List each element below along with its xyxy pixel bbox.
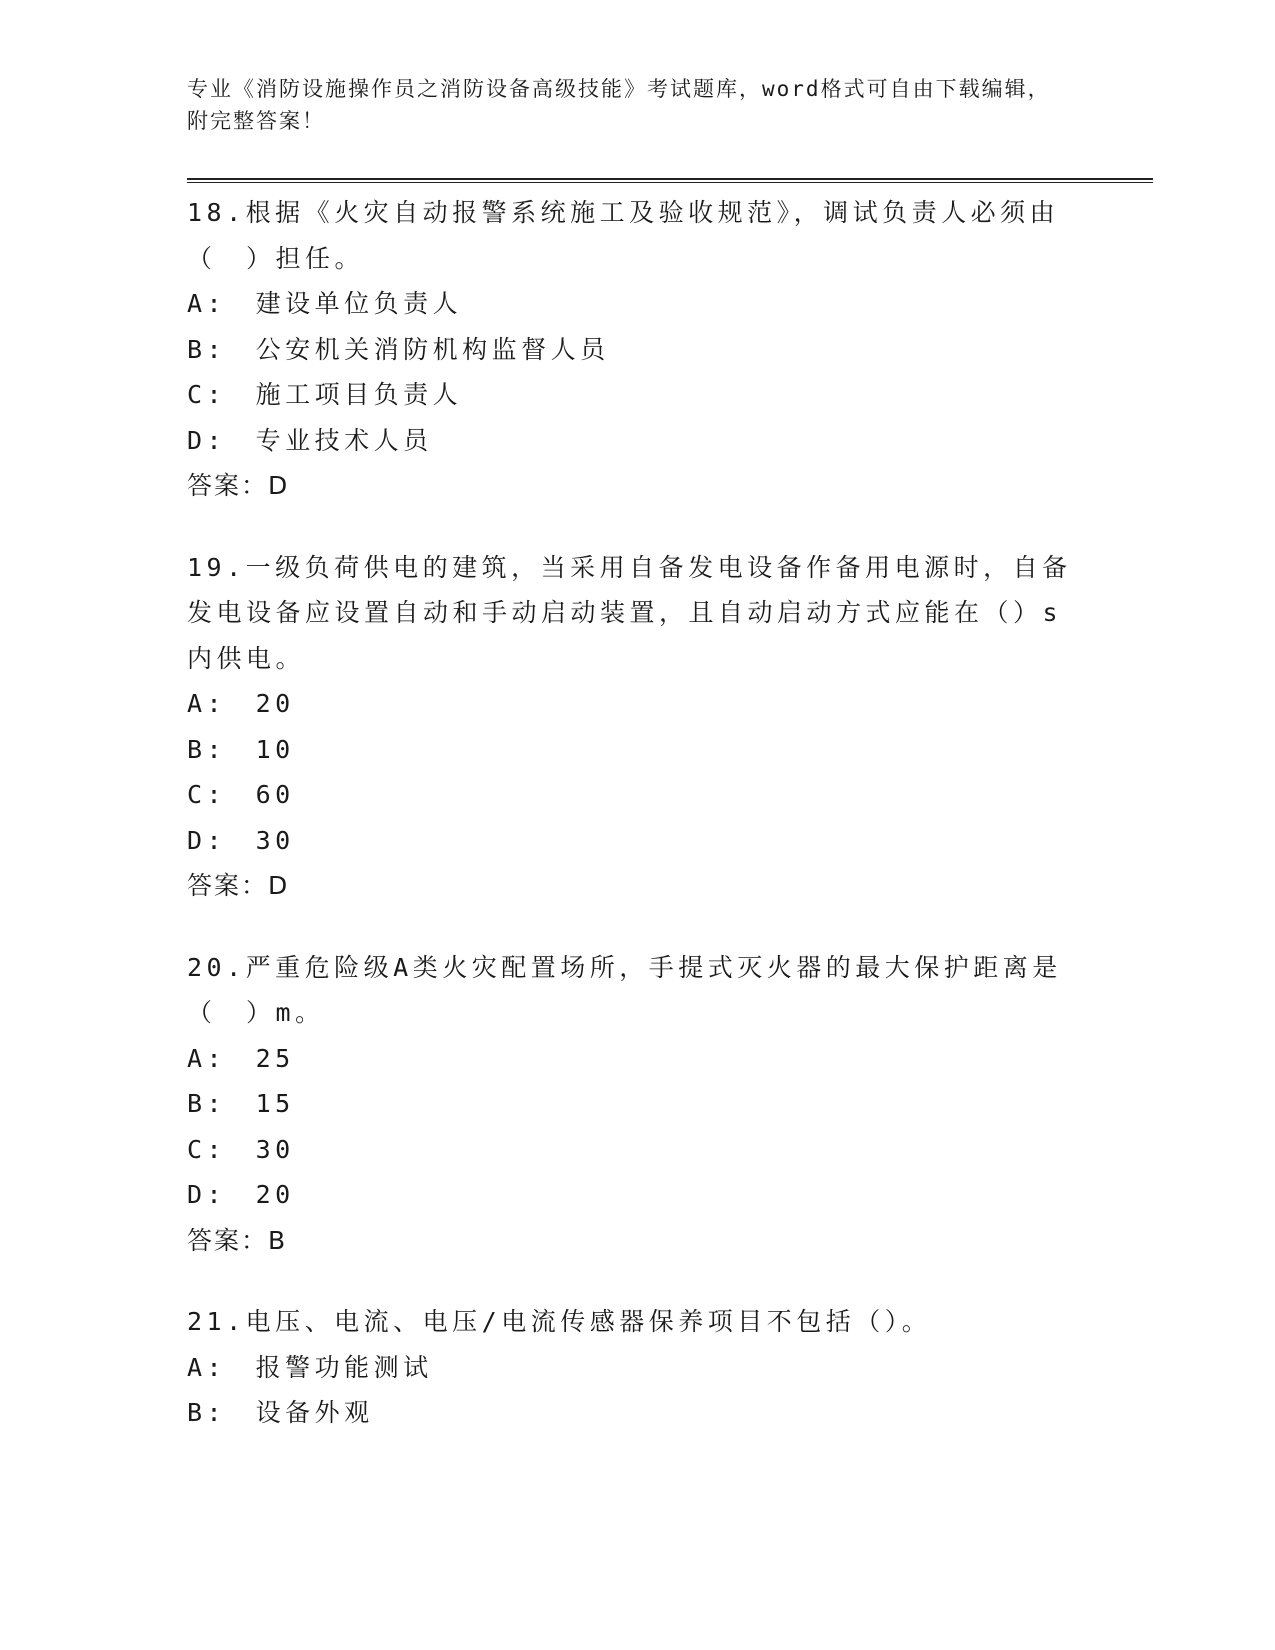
question-20 [187, 945, 1087, 1264]
answer: 答案：B [187, 1225, 288, 1255]
answer: 答案：D [187, 471, 290, 500]
option-b: B: 公安机关消防机构监督人员 [187, 334, 610, 364]
answer: 答案：D [187, 871, 290, 900]
option-d: D: 30 [187, 825, 295, 855]
option-a: A: 报警功能测试 [187, 1352, 433, 1382]
document-header: 专业《消防设施操作员之消防设备高级技能》考试题库，word格式可自由下载编辑，附完整答案！ [187, 77, 1051, 133]
option-b: B: 设备外观 [187, 1398, 374, 1427]
option-c: C: 60 [187, 780, 295, 809]
option-d: D: 专业技术人员 [187, 425, 433, 455]
option-c: C: 施工项目负责人 [187, 380, 463, 409]
question-stem: 19.一级负荷供电的建筑，当采用自备发电设备作备用电源时，自备发电设备应设置自动和手动启动装置，且自动启动方式应能在（）s内供电。 [187, 552, 1072, 673]
question-stem: 18.根据《火灾自动报警系统施工及验收规范》，调试负责人必须由（ ）担任。 [187, 198, 1060, 273]
question-stem: 21.电压、电流、电压/电流传感器保养项目不包括（）。 [187, 1307, 932, 1336]
option-a: A: 25 [187, 1043, 295, 1073]
option-b: B: 15 [187, 1089, 295, 1118]
header-rule-thin [187, 182, 1153, 183]
question-21 [187, 1299, 1087, 1436]
option-b: B: 10 [187, 734, 295, 764]
option-c: C: 30 [187, 1134, 295, 1164]
question-18 [187, 190, 1087, 509]
option-a: A: 建设单位负责人 [187, 289, 463, 318]
option-a: A: 20 [187, 689, 295, 718]
question-19 [187, 545, 1087, 909]
question-list [187, 190, 1087, 1472]
option-d: D: 20 [187, 1180, 295, 1209]
header-rule-thick [187, 178, 1153, 180]
question-stem: 20.严重危险级A类火灾配置场所，手提式灭火器的最大保护距离是（ ）m。 [187, 952, 1062, 1027]
